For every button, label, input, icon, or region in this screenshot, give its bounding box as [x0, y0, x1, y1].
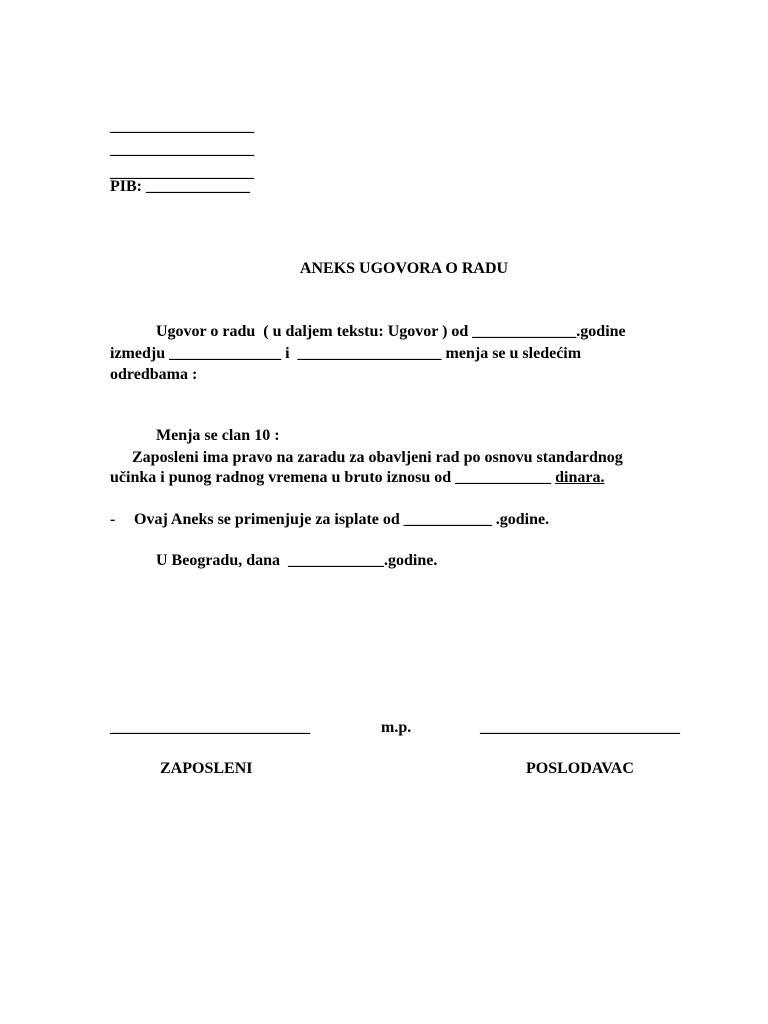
employee-signature-line: _________________________: [110, 719, 310, 736]
header-blank-3: __________________: [110, 164, 254, 181]
amendment-line-2-text: učinka i punog radnog vremena u bruto iznosu od ____________: [110, 469, 556, 486]
bullet-text: Ovaj Aneks se primenjuje za isplate od ___________ .godine.: [134, 511, 550, 528]
amendment-heading: Menja se clan 10 :: [156, 427, 280, 444]
currency-text: dinara.: [555, 469, 605, 486]
employee-label: ZAPOSLENI: [160, 760, 253, 777]
intro-line-1: Ugovor o radu ( u daljem tekstu: Ugovor ) od _____________.godine: [156, 323, 626, 340]
place-date-line: U Beogradu, dana ____________.godine.: [156, 552, 438, 569]
seal-label: m.p.: [381, 719, 412, 736]
amendment-line-1: Zaposleni ima pravo na zaradu za obavljeni rad po osnovu standardnog: [132, 449, 623, 466]
employer-signature-line: _________________________: [480, 719, 680, 736]
bullet-dash: -: [110, 511, 116, 528]
employer-label: POSLODAVAC: [526, 760, 634, 777]
document-title: ANEKS UGOVORA O RADU: [299, 260, 509, 277]
header-blank-1: __________________: [110, 118, 254, 135]
amendment-line-2: [110, 468, 604, 488]
pib-line: PIB: _____________: [110, 178, 250, 195]
intro-line-2: izmedju ______________ i __________________ menja se u sledećim: [110, 345, 582, 362]
intro-line-3: odredbama :: [110, 366, 198, 383]
header-blank-2: __________________: [110, 141, 254, 158]
